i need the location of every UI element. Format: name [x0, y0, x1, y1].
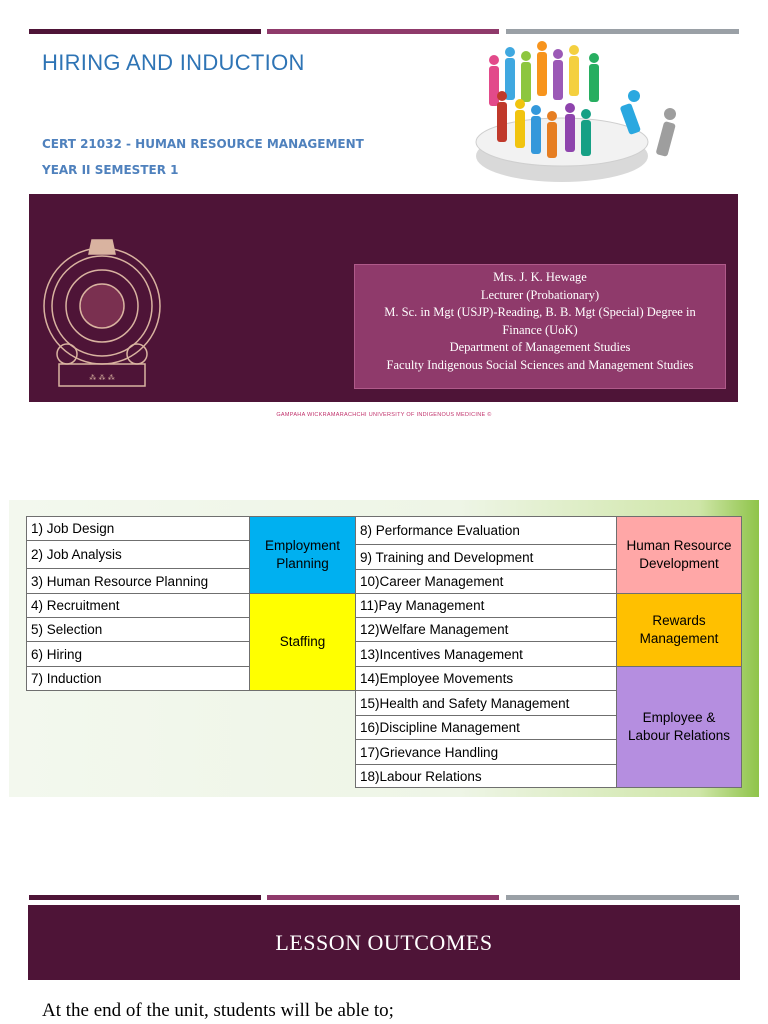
accent-bar-magenta [267, 29, 499, 34]
course-code: CERT 21032 - HUMAN RESOURCE MANAGEMENT [42, 137, 364, 151]
left-item-7: 7) Induction [26, 666, 250, 691]
lesson-intro-text: At the end of the unit, students will be able to; [42, 1000, 394, 1021]
lesson-outcomes-heading [28, 905, 740, 980]
category-staffing: Staffing [249, 593, 356, 691]
right-item-17: 17)Grievance Handling [355, 739, 617, 765]
lesson-outcomes-title: LESSON OUTCOMES [275, 929, 493, 955]
right-item-13: 13)Incentives Management [355, 641, 617, 667]
left-item-4: 4) Recruitment [26, 593, 250, 618]
right-item-8: 8) Performance Evaluation [355, 516, 617, 545]
accent-bar-dark-2 [29, 895, 261, 900]
lecturer-banner [29, 194, 738, 402]
lecturer-name: Mrs. J. K. Hewage [493, 270, 587, 284]
category-hrd: Human Resource Development [616, 516, 742, 594]
lecturer-faculty: Faculty Indigenous Social Sciences and Management Studies [386, 357, 694, 372]
accent-bar-grey-2 [506, 895, 739, 900]
right-item-14: 14)Employee Movements [355, 666, 617, 691]
accent-bar-dark [29, 29, 261, 34]
right-item-15: 15)Health and Safety Management [355, 690, 617, 716]
right-item-11: 11)Pay Management [355, 593, 617, 618]
university-seal-icon [37, 214, 167, 394]
right-item-18: 18)Labour Relations [355, 764, 617, 788]
year-semester: YEAR II SEMESTER 1 [42, 163, 179, 177]
svg-text:⁂ ⁂ ⁂: ⁂ ⁂ ⁂ [89, 374, 115, 382]
accent-bar-grey [506, 29, 739, 34]
accent-bar-magenta-2 [267, 895, 499, 900]
page-title: HIRING AND INDUCTION [42, 50, 305, 75]
left-item-2: 2) Job Analysis [26, 540, 250, 569]
right-item-9: 9) Training and Development [355, 544, 617, 570]
category-labour-relations: Employee & Labour Relations [616, 666, 742, 788]
right-item-16: 16)Discipline Management [355, 715, 617, 740]
category-employment-planning: Employment Planning [249, 516, 356, 594]
right-item-10: 10)Career Management [355, 569, 617, 594]
lecturer-info-box [354, 264, 726, 389]
category-rewards: Rewards Management [616, 593, 742, 667]
right-item-12: 12)Welfare Management [355, 617, 617, 642]
university-footer: GAMPAHA WICKRAMARACHCHI UNIVERSITY OF INDIGENOUS MEDICINE © [276, 412, 492, 418]
left-item-5: 5) Selection [26, 617, 250, 642]
people-crowd-icon [474, 38, 694, 183]
lecturer-department: Department of Management Studies [449, 340, 631, 354]
lecturer-degrees: M. Sc. in Mgt (USJP)-Reading, B. B. Mgt (Special) Degree in Finance (UoK) [384, 305, 696, 337]
left-item-6: 6) Hiring [26, 641, 250, 667]
left-item-3: 3) Human Resource Planning [26, 568, 250, 594]
lecturer-title: Lecturer (Probationary) [480, 287, 600, 302]
left-item-1: 1) Job Design [26, 516, 250, 541]
